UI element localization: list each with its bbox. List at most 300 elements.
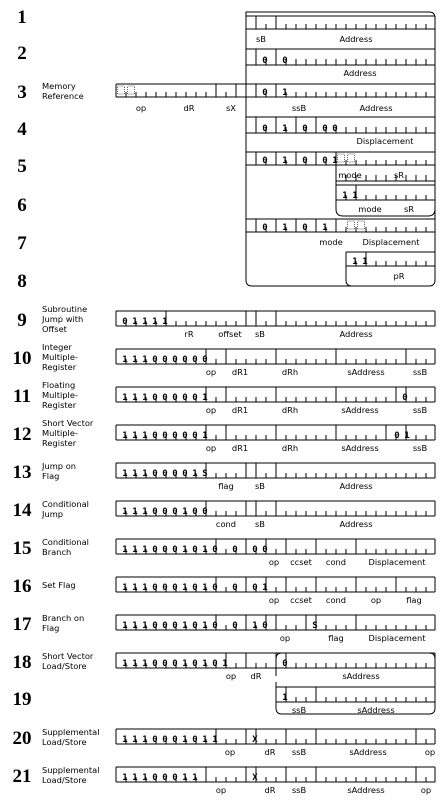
bit-value: 1 <box>122 355 128 365</box>
bit-value: 0 <box>262 56 268 66</box>
bit-value: 1 <box>182 621 188 631</box>
bit-value: 0 <box>172 773 178 783</box>
pr-subbracket <box>346 252 352 286</box>
field-name: sAddress <box>347 785 385 795</box>
bit-value: 0 <box>162 355 168 365</box>
bit-value: 1 <box>142 621 148 631</box>
format-label: Branch on <box>42 613 85 623</box>
format-row <box>13 765 436 795</box>
field-name: cond <box>215 519 237 529</box>
bit-value: 0 <box>322 124 328 134</box>
bit-value: 1 <box>142 469 148 479</box>
bit-value: 0 <box>182 469 188 479</box>
bit-value: 0 <box>202 507 208 517</box>
bit-value: 1 <box>142 583 148 593</box>
bit-value: X <box>252 773 258 783</box>
format-label: Register <box>42 362 77 372</box>
bit-value: 1 <box>132 355 138 365</box>
bit-value: 1 <box>282 124 288 134</box>
bit-value: 1 <box>142 431 148 441</box>
field-name: ssB <box>291 747 307 757</box>
format-label: Integer <box>42 342 72 352</box>
format-label: Branch <box>42 547 72 557</box>
bit-value: 0 <box>172 507 178 517</box>
bit-value: 1 <box>122 469 128 479</box>
field-name: flag <box>218 481 234 491</box>
bit-value: 1 <box>212 735 218 745</box>
dotted-bit-cell <box>348 221 355 229</box>
bit-value: 1 <box>142 393 148 403</box>
format-row <box>17 43 435 78</box>
field-name: sAddress <box>357 705 395 715</box>
bit-value: 0 <box>262 223 268 233</box>
field-name: cond <box>325 595 347 605</box>
field-name: mode <box>358 204 382 214</box>
bit-value: 0 <box>282 56 288 66</box>
bit-value: 1 <box>202 545 208 555</box>
bit-value: 1 <box>192 469 198 479</box>
bit-value: 1 <box>122 773 128 783</box>
bit-value: 0 <box>212 659 218 669</box>
field-name: dR1 <box>231 405 249 415</box>
field-name: flag <box>406 595 422 605</box>
bit-value: 0 <box>162 393 168 403</box>
bit-value: 0 <box>172 355 178 365</box>
format-rows <box>13 7 436 795</box>
bit-value: 0 <box>182 355 188 365</box>
bit-value: 0 <box>212 545 218 555</box>
bit-value: 0 <box>152 431 158 441</box>
bit-value: 1 <box>362 257 368 267</box>
bit-value: 0 <box>172 545 178 555</box>
field-name: ssB <box>412 367 428 377</box>
bit-value: 0 <box>162 735 168 745</box>
bit-value: 1 <box>132 469 138 479</box>
bit-value: 1 <box>282 223 288 233</box>
bit-value: 0 <box>182 431 188 441</box>
bit-value: 1 <box>182 507 188 517</box>
format-row <box>17 81 435 113</box>
bit-value: 1 <box>122 507 128 517</box>
bit-value: 0 <box>192 393 198 403</box>
bit-value: 1 <box>142 773 148 783</box>
field-name: op <box>135 103 147 113</box>
bit-value: 0 <box>172 735 178 745</box>
bit-value: 0 <box>232 621 238 631</box>
field-name: dRh <box>281 367 299 377</box>
format-row <box>17 152 435 181</box>
bit-value: 0 <box>152 621 158 631</box>
bit-value: 0 <box>262 545 268 555</box>
bit-value: 0 <box>152 393 158 403</box>
format-label: Memory <box>42 81 76 91</box>
field-name: flag <box>328 633 344 643</box>
format-label: Conditional <box>42 537 89 547</box>
field-name: Displacement <box>356 136 414 146</box>
bit-field-box <box>246 49 435 65</box>
bit-value: 0 <box>232 583 238 593</box>
row-number: 10 <box>12 348 32 369</box>
format-row <box>13 461 436 491</box>
field-name: op <box>205 443 217 453</box>
format-label: Multiple- <box>42 390 78 400</box>
format-row <box>13 342 436 377</box>
bit-value: 1 <box>322 223 328 233</box>
field-name: offset <box>218 329 242 339</box>
bit-value: 0 <box>262 124 268 134</box>
bit-value: 1 <box>142 355 148 365</box>
field-name: Address <box>343 68 377 78</box>
bit-value: 0 <box>252 545 258 555</box>
bit-value: 0 <box>162 621 168 631</box>
bit-value: 0 <box>162 583 168 593</box>
field-name: op <box>424 747 436 757</box>
bit-value: 0 <box>172 431 178 441</box>
bit-value: 1 <box>182 583 188 593</box>
bit-value: 1 <box>342 191 348 201</box>
format-label: Conditional <box>42 499 89 509</box>
bit-value: 1 <box>332 156 338 166</box>
field-name: Address <box>359 103 393 113</box>
bit-value: 0 <box>172 393 178 403</box>
bit-value: 1 <box>142 545 148 555</box>
bit-value: 0 <box>192 621 198 631</box>
bit-value: 0 <box>332 124 338 134</box>
bit-value: 1 <box>282 693 288 703</box>
bit-value: 1 <box>132 583 138 593</box>
format-label: Flag <box>42 471 60 481</box>
field-name: pR <box>393 271 405 281</box>
bit-value: 0 <box>192 659 198 669</box>
format-label: Register <box>42 400 77 410</box>
bit-value: 1 <box>222 659 228 669</box>
format-label: Subroutine <box>42 304 88 314</box>
bit-value: 0 <box>172 659 178 669</box>
bit-field-box <box>246 219 435 232</box>
field-name: rR <box>184 329 194 339</box>
format-label: Multiple- <box>42 428 78 438</box>
format-row <box>13 687 436 715</box>
bit-value: 1 <box>122 393 128 403</box>
row-number: 17 <box>12 614 32 635</box>
row-number: 21 <box>12 766 32 787</box>
format-label: Reference <box>42 91 84 101</box>
bit-value: 1 <box>202 735 208 745</box>
bit-value: S <box>312 621 318 631</box>
format-label: Supplemental <box>42 765 100 775</box>
bit-value: 0 <box>152 545 158 555</box>
bit-value: 1 <box>132 735 138 745</box>
bit-value: 1 <box>142 735 148 745</box>
bit-value: 0 <box>192 735 198 745</box>
format-label: Set Flag <box>42 580 76 590</box>
format-label: Jump with <box>42 314 84 324</box>
field-name: op <box>224 747 236 757</box>
bit-value: 0 <box>152 735 158 745</box>
bit-value: 0 <box>162 773 168 783</box>
field-name: dR <box>183 103 195 113</box>
format-row <box>17 7 435 44</box>
format-label: Flag <box>42 623 60 633</box>
bit-value: 0 <box>402 393 408 403</box>
field-name: ssB <box>291 785 307 795</box>
bit-value: 0 <box>152 659 158 669</box>
format-row <box>17 185 435 216</box>
bit-value: 1 <box>132 431 138 441</box>
bit-value: 0 <box>212 621 218 631</box>
bit-field-box <box>346 252 435 266</box>
bit-value: 0 <box>202 355 208 365</box>
row-number: 16 <box>12 576 32 597</box>
bit-value: 1 <box>132 621 138 631</box>
row-number: 12 <box>12 424 32 445</box>
bit-value: 1 <box>122 545 128 555</box>
bit-value: 0 <box>282 659 288 669</box>
field-name: sB <box>254 481 266 491</box>
format-row <box>17 117 435 146</box>
field-name: sAddress <box>342 671 380 681</box>
field-name: ssB <box>412 443 428 453</box>
bit-value: 0 <box>262 88 268 98</box>
bit-value: 0 <box>172 469 178 479</box>
field-name: dR1 <box>231 367 249 377</box>
field-name: op <box>370 595 382 605</box>
field-name: op <box>279 633 291 643</box>
bit-value: 1 <box>282 156 288 166</box>
bit-value: 0 <box>162 507 168 517</box>
field-name: dR1 <box>231 443 249 453</box>
field-name: sAddress <box>341 443 379 453</box>
bit-value: 1 <box>182 659 188 669</box>
dotted-bit-cell <box>338 154 345 162</box>
row-number: 7 <box>17 233 27 254</box>
format-row <box>17 219 435 254</box>
bit-value: 0 <box>322 156 328 166</box>
field-name: Displacement <box>368 557 426 567</box>
field-name: dRh <box>281 405 299 415</box>
row-number: 20 <box>12 728 32 749</box>
bit-value: 1 <box>132 317 138 327</box>
bit-value: 0 <box>394 431 400 441</box>
field-name: dR <box>264 747 276 757</box>
field-name: ccset <box>290 595 312 605</box>
bit-value: 0 <box>162 431 168 441</box>
bit-value: 0 <box>302 124 308 134</box>
bit-value: 1 <box>202 659 208 669</box>
bit-value: 1 <box>122 621 128 631</box>
row-number: 18 <box>12 652 32 673</box>
row-number: 1 <box>17 7 27 28</box>
dotted-bit-cell <box>128 86 135 94</box>
bit-value: 1 <box>142 659 148 669</box>
bit-value: 1 <box>132 545 138 555</box>
bit-field-box <box>276 653 435 668</box>
bit-value: 0 <box>212 583 218 593</box>
bit-value: 1 <box>152 317 158 327</box>
field-name: op <box>268 595 280 605</box>
row-number: 9 <box>17 310 27 331</box>
field-name: sB <box>255 34 267 44</box>
field-name: Displacement <box>362 237 420 247</box>
bit-value: 0 <box>122 317 128 327</box>
format-label: Jump on <box>42 461 77 471</box>
field-name: dRh <box>281 443 299 453</box>
bit-value: 1 <box>122 431 128 441</box>
row-number: 6 <box>17 195 27 216</box>
field-name: op <box>225 671 237 681</box>
bit-value: 0 <box>152 355 158 365</box>
bit-field-box <box>116 84 435 97</box>
bit-value: 1 <box>142 317 148 327</box>
bit-value: 0 <box>172 621 178 631</box>
format-row <box>13 537 436 567</box>
bit-value: 1 <box>404 431 410 441</box>
field-name: dR <box>250 671 262 681</box>
format-label: Load/Store <box>42 775 87 785</box>
field-name: ssB <box>291 705 307 715</box>
bit-value: 1 <box>202 583 208 593</box>
bit-value: 1 <box>262 583 268 593</box>
format-row <box>13 380 435 415</box>
bit-value: 1 <box>142 507 148 517</box>
field-name: ccset <box>290 557 312 567</box>
bit-value: 0 <box>152 469 158 479</box>
bit-value: 0 <box>192 355 198 365</box>
field-name: Displacement <box>368 633 426 643</box>
format-row <box>13 613 436 643</box>
bit-value: 0 <box>252 583 258 593</box>
bit-value: 1 <box>122 659 128 669</box>
row-number: 2 <box>17 43 27 64</box>
format-label: Offset <box>42 324 67 334</box>
bit-value: 0 <box>192 545 198 555</box>
field-name: sX <box>225 103 237 113</box>
format-label: Short Vector <box>42 418 94 428</box>
field-name: Address <box>339 481 373 491</box>
field-name: cond <box>325 557 347 567</box>
bit-value: 1 <box>122 583 128 593</box>
field-name: dR <box>264 785 276 795</box>
field-name: sAddress <box>347 367 385 377</box>
bit-value: 1 <box>202 393 208 403</box>
format-row <box>13 576 436 605</box>
format-label: Jump <box>42 509 64 519</box>
format-label: Multiple- <box>42 352 78 362</box>
bit-value: 0 <box>192 507 198 517</box>
bit-value: 1 <box>132 773 138 783</box>
field-name: Address <box>339 34 373 44</box>
format-row <box>13 651 436 681</box>
bit-value: 1 <box>132 507 138 517</box>
bit-value: 1 <box>182 545 188 555</box>
field-name: op <box>420 785 432 795</box>
bit-value: 1 <box>162 317 168 327</box>
format-label: Load/Store <box>42 737 87 747</box>
bit-value: 0 <box>192 583 198 593</box>
format-row <box>13 727 436 757</box>
row-number: 5 <box>17 156 27 177</box>
row-number: 4 <box>17 119 27 140</box>
field-name: sAddress <box>349 747 387 757</box>
bit-value: 1 <box>132 393 138 403</box>
row-number: 13 <box>12 462 32 483</box>
row-number: 14 <box>12 500 32 521</box>
row-number: 11 <box>13 386 31 407</box>
bit-value: 0 <box>152 773 158 783</box>
field-name: op <box>205 367 217 377</box>
dotted-bit-cell <box>348 154 355 162</box>
bit-value: 0 <box>302 156 308 166</box>
bit-value: 0 <box>262 156 268 166</box>
field-name: Address <box>339 519 373 529</box>
bit-value: 0 <box>162 659 168 669</box>
format-label: Load/Store <box>42 661 87 671</box>
field-name: mode <box>338 170 362 180</box>
format-row <box>13 499 436 529</box>
bit-field-box <box>246 117 435 133</box>
bit-field-box <box>276 687 435 702</box>
format-label: Short Vector <box>42 651 94 661</box>
bit-field-box <box>246 16 435 29</box>
field-name: op <box>268 557 280 567</box>
format-row <box>13 418 436 453</box>
row-number: 19 <box>12 689 32 710</box>
bit-value: 1 <box>252 621 258 631</box>
field-name: ssB <box>412 405 428 415</box>
bit-value: 1 <box>352 191 358 201</box>
field-name: mode <box>319 237 343 247</box>
bit-value: 0 <box>262 621 268 631</box>
bit-value: 0 <box>182 393 188 403</box>
format-label: Floating <box>42 380 76 390</box>
format-row <box>17 304 435 339</box>
bit-value: 1 <box>132 659 138 669</box>
field-name: ssB <box>291 103 307 113</box>
bit-value: 1 <box>182 735 188 745</box>
field-name: sR <box>393 170 405 180</box>
format-label: Register <box>42 438 77 448</box>
field-name: op <box>205 405 217 415</box>
field-name: sR <box>403 204 415 214</box>
bit-value: 0 <box>162 545 168 555</box>
bit-field-box <box>336 185 435 200</box>
field-name: op <box>215 785 227 795</box>
bit-value: 1 <box>182 773 188 783</box>
dotted-bit-cell <box>358 221 365 229</box>
field-name: sAddress <box>341 405 379 415</box>
bit-value: 0 <box>172 583 178 593</box>
bit-value: 1 <box>202 621 208 631</box>
bit-value: 0 <box>162 469 168 479</box>
bit-value: 0 <box>192 431 198 441</box>
bit-value: 1 <box>282 88 288 98</box>
field-name: sB <box>254 329 266 339</box>
row-number: 3 <box>17 82 27 103</box>
bit-value: 0 <box>232 545 238 555</box>
row-number: 15 <box>12 538 32 559</box>
bit-value: 0 <box>302 223 308 233</box>
bit-value: 1 <box>202 431 208 441</box>
row-number: 8 <box>17 271 27 292</box>
bit-value: S <box>202 469 208 479</box>
bit-value: 0 <box>152 507 158 517</box>
bit-value: 1 <box>352 257 358 267</box>
field-name: sB <box>254 519 266 529</box>
format-label: Supplemental <box>42 727 100 737</box>
dotted-bit-cell <box>118 86 125 94</box>
bit-value: X <box>252 735 258 745</box>
field-name: Address <box>339 329 373 339</box>
